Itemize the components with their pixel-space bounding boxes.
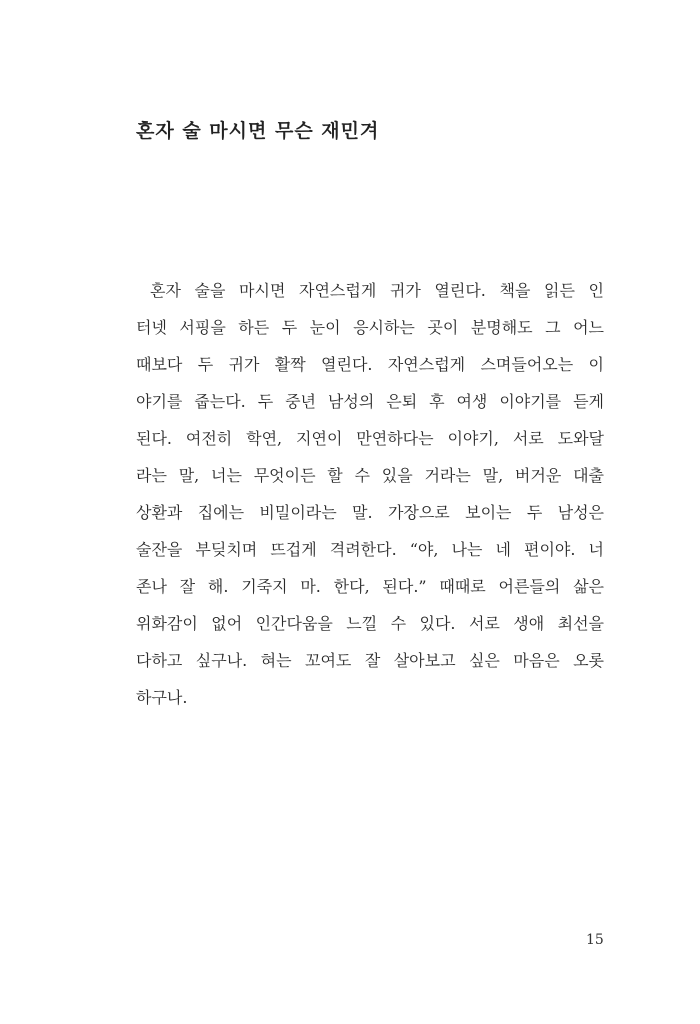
paragraph-line: 때보다 두 귀가 활짝 열린다. 자연스럽게 스며들어오는 이 [136, 355, 604, 374]
paragraph-line: 상환과 집에는 비밀이라는 말. 가장으로 보이는 두 남성은 [136, 503, 604, 522]
paragraph-line: 된다. 여전히 학연, 지연이 만연하다는 이야기, 서로 도와달 [136, 429, 604, 448]
paragraph-line: 혼자 술을 마시면 자연스럽게 귀가 열린다. 책을 읽든 인 [150, 281, 604, 300]
paragraph-line: 라는 말, 너는 무엇이든 할 수 있을 거라는 말, 버거운 대출 [136, 466, 604, 485]
paragraph-line: 술잔을 부딪치며 뜨겁게 격려한다. “야, 나는 네 편이야. 너 [136, 540, 604, 559]
chapter-title: 혼자 술 마시면 무슨 재민겨 [136, 120, 380, 142]
body-paragraph [136, 272, 604, 716]
paragraph-line: 위화감이 없어 인간다움을 느낄 수 있다. 서로 생애 최선을 [136, 614, 604, 633]
paragraph-line: 하구나. [136, 688, 188, 707]
paragraph-line: 야기를 줍는다. 두 중년 남성의 은퇴 후 여생 이야기를 듣게 [136, 392, 604, 411]
page-number: 15 [586, 932, 604, 948]
paragraph-line: 터넷 서핑을 하든 두 눈이 응시하는 곳이 분명해도 그 어느 [136, 318, 604, 337]
paragraph-line: 다하고 싶구나. 혀는 꼬여도 잘 살아보고 싶은 마음은 오롯 [136, 651, 604, 670]
paragraph-line: 존나 잘 해. 기죽지 마. 한다, 된다.” 때때로 어른들의 삶은 [136, 577, 604, 596]
